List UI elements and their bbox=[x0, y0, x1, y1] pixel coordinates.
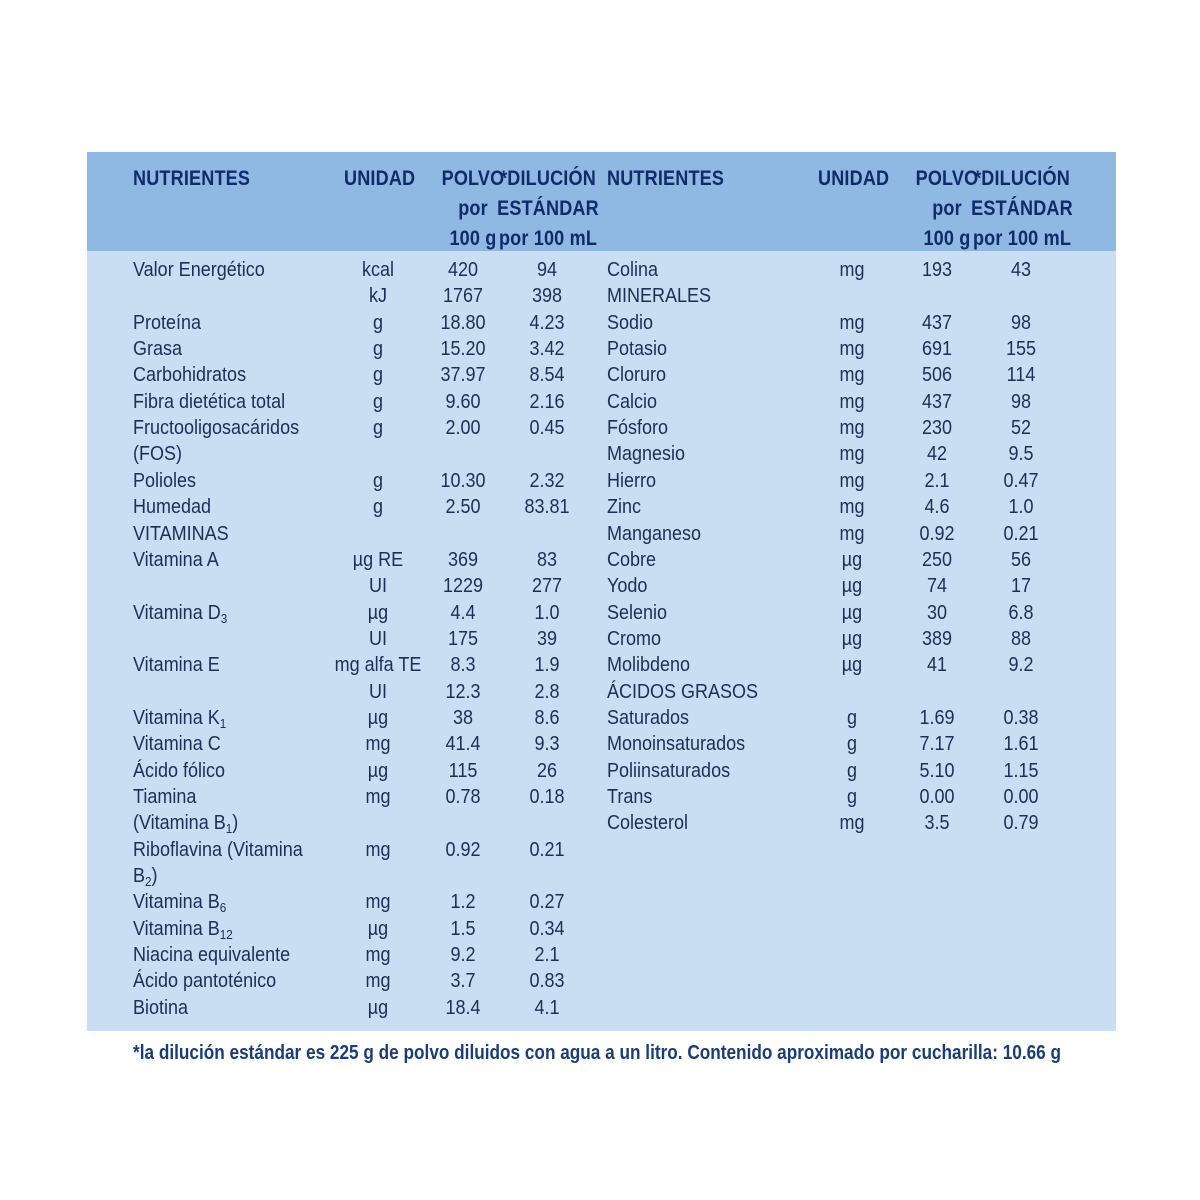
nutrient-name: Saturados bbox=[607, 706, 690, 729]
nutrient-name: Grasa bbox=[133, 338, 183, 361]
polvo-value: 12.3 bbox=[445, 680, 481, 703]
table-row bbox=[561, 441, 1075, 467]
polvo-value: 0.92 bbox=[445, 838, 481, 861]
dilucion-value: 56 bbox=[1010, 548, 1032, 571]
nutrient-name: Riboflavina (Vitamina bbox=[133, 838, 303, 861]
nutrient-name: Vitamina $B_{12}$ bbox=[133, 917, 233, 942]
polvo-value: 0.92 bbox=[919, 522, 955, 545]
table-row bbox=[561, 573, 1075, 599]
nutrient-name: Poliinsaturados bbox=[607, 759, 731, 782]
nutrient-name: Selenio bbox=[607, 601, 668, 624]
nutrient-name: Vitamina $B_6$ bbox=[133, 891, 227, 916]
nutrient-name: Zinc bbox=[607, 496, 642, 519]
dilucion-value: 98 bbox=[1010, 311, 1032, 334]
unit-cell: µg bbox=[367, 996, 389, 1019]
unit-cell: mg alfa TE bbox=[334, 654, 422, 677]
polvo-value: 9.60 bbox=[445, 390, 481, 413]
nutrient-name: Fructooligosacáridos bbox=[133, 417, 300, 440]
polvo-value: 437 bbox=[921, 390, 953, 413]
nutrient-name: Hierro bbox=[607, 469, 657, 492]
dilucion-value: 1.0 bbox=[1008, 496, 1034, 519]
nutrient-name: Vitamina $D_3$ bbox=[133, 601, 228, 626]
table-row bbox=[87, 362, 601, 388]
nutrient-name: Fibra dietética total bbox=[133, 390, 286, 413]
polvo-value: 175 bbox=[447, 627, 479, 650]
table-row bbox=[87, 310, 601, 336]
table-row bbox=[561, 758, 1075, 784]
polvo-value: 691 bbox=[921, 338, 953, 361]
unit-cell: g bbox=[372, 364, 384, 387]
table-row bbox=[87, 731, 601, 757]
table-row bbox=[561, 415, 1075, 441]
dilucion-value: 43 bbox=[1010, 259, 1032, 281]
table-row bbox=[561, 310, 1075, 336]
unit-cell: mg bbox=[365, 891, 391, 914]
polvo-value: 37.97 bbox=[440, 364, 486, 387]
dilucion-value: 8.54 bbox=[529, 364, 565, 387]
header-polvo-left: POLVO por 100 g bbox=[441, 167, 505, 250]
nutrient-name: Valor Energético bbox=[133, 259, 265, 281]
unit-cell: mg bbox=[839, 311, 865, 334]
dilucion-value: 0.34 bbox=[529, 917, 565, 940]
unit-cell: µg bbox=[841, 548, 863, 571]
nutrient-name: Manganeso bbox=[607, 522, 702, 545]
dilucion-value: 94 bbox=[536, 259, 558, 281]
polvo-value: 0.78 bbox=[445, 786, 481, 808]
dilucion-value: 0.27 bbox=[529, 891, 565, 914]
unit-cell: g bbox=[372, 417, 384, 440]
table-row bbox=[561, 362, 1075, 388]
polvo-value: 3.7 bbox=[450, 970, 476, 993]
table-row bbox=[87, 995, 601, 1021]
header-unidad-right: UNIDAD bbox=[818, 167, 890, 190]
table-row bbox=[561, 468, 1075, 494]
nutrient-name: $B_2$) bbox=[133, 865, 158, 890]
nutrient-name: Biotina bbox=[133, 996, 189, 1019]
dilucion-value: 26 bbox=[536, 759, 558, 782]
unit-cell: mg bbox=[839, 417, 865, 440]
table-row bbox=[561, 679, 1075, 705]
table-row bbox=[87, 758, 601, 784]
table-row bbox=[561, 389, 1075, 415]
unit-cell: UI bbox=[369, 627, 387, 650]
nutrient-name: Monoinsaturados bbox=[607, 733, 746, 756]
table-row bbox=[87, 784, 601, 810]
nutrient-name: Sodio bbox=[607, 311, 654, 334]
dilucion-value: 114 bbox=[1006, 364, 1036, 387]
dilucion-value: 83.81 bbox=[524, 496, 570, 519]
table-row bbox=[87, 652, 601, 678]
dilucion-value: 0.45 bbox=[529, 417, 565, 440]
dilution-footnote: *la dilución estándar es 225 g de polvo diluidos con agua a un litro. Contenido aproximado por cucharilla: 10.66 g bbox=[133, 1042, 1062, 1064]
dilucion-value: 52 bbox=[1010, 417, 1032, 440]
nutrient-name: Cloruro bbox=[607, 364, 667, 387]
table-row bbox=[87, 521, 601, 547]
unit-cell: kJ bbox=[369, 285, 387, 308]
dilucion-value: 4.23 bbox=[529, 311, 565, 334]
nutrient-name: Vitamina $K_1$ bbox=[133, 706, 227, 731]
header-polvo-right: POLVO por 100 g bbox=[915, 167, 979, 250]
polvo-value: 115 bbox=[448, 759, 478, 782]
dilucion-value: 1.15 bbox=[1003, 759, 1039, 782]
nutrient-name: Carbohidratos bbox=[133, 364, 247, 387]
polvo-value: 193 bbox=[921, 259, 953, 281]
nutrient-name: Potasio bbox=[607, 338, 668, 361]
unit-cell: µg bbox=[841, 627, 863, 650]
nutrient-name: Proteína bbox=[133, 311, 202, 334]
polvo-value: 1.69 bbox=[919, 706, 955, 729]
dilucion-value: 1.9 bbox=[534, 654, 560, 677]
polvo-value: 5.10 bbox=[919, 759, 955, 782]
dilucion-value: 4.1 bbox=[534, 996, 560, 1019]
dilucion-value: 155 bbox=[1005, 338, 1037, 361]
unit-cell: µg bbox=[367, 601, 389, 624]
table-row bbox=[561, 626, 1075, 652]
table-row bbox=[87, 494, 601, 520]
polvo-value: 10.30 bbox=[440, 469, 486, 492]
unit-cell: g bbox=[846, 786, 858, 808]
nutrient-name: Tiamina bbox=[133, 786, 197, 808]
dilucion-value: 0.21 bbox=[1003, 522, 1039, 545]
table-row bbox=[87, 810, 601, 836]
nutrient-name: Magnesio bbox=[607, 443, 686, 466]
table-row bbox=[87, 705, 601, 731]
table-row bbox=[87, 889, 601, 915]
unit-cell: g bbox=[846, 733, 858, 756]
polvo-value: 0.00 bbox=[919, 786, 955, 808]
dilucion-value: 0.21 bbox=[529, 838, 565, 861]
unit-cell: g bbox=[846, 759, 858, 782]
dilucion-value: 0.47 bbox=[1003, 469, 1039, 492]
polvo-value: 2.00 bbox=[445, 417, 481, 440]
nutrient-name: Calcio bbox=[607, 390, 658, 413]
header-nutrientes-left: NUTRIENTES bbox=[133, 167, 251, 190]
polvo-value: 15.20 bbox=[440, 338, 486, 361]
dilucion-value: 398 bbox=[531, 285, 563, 308]
nutrient-name: Ácido fólico bbox=[133, 759, 226, 782]
polvo-value: 2.1 bbox=[924, 469, 950, 492]
header-dilucion-left: *DILUCIÓN ESTÁNDAR por 100 mL bbox=[497, 167, 599, 250]
dilucion-value: 83 bbox=[536, 548, 558, 571]
table-row bbox=[87, 837, 601, 863]
unit-cell: UI bbox=[369, 680, 387, 703]
table-row bbox=[87, 626, 601, 652]
table-row bbox=[561, 336, 1075, 362]
nutrient-name: Vitamina A bbox=[133, 548, 219, 571]
unit-cell: g bbox=[372, 390, 384, 413]
dilucion-value: 0.00 bbox=[1003, 786, 1039, 808]
polvo-value: 8.3 bbox=[450, 654, 476, 677]
polvo-value: 4.6 bbox=[924, 496, 950, 519]
dilucion-value: 0.83 bbox=[529, 970, 565, 993]
unit-cell: mg bbox=[839, 338, 865, 361]
polvo-value: 437 bbox=[921, 311, 953, 334]
nutrient-name: MINERALES bbox=[607, 285, 712, 308]
table-row bbox=[561, 547, 1075, 573]
unit-cell: µg bbox=[367, 917, 389, 940]
polvo-value: 230 bbox=[921, 417, 953, 440]
polvo-value: 389 bbox=[921, 627, 953, 650]
unit-cell: g bbox=[372, 496, 384, 519]
nutrient-name: ÁCIDOS GRASOS bbox=[607, 680, 759, 703]
header-nutrientes-right: NUTRIENTES bbox=[607, 167, 725, 190]
nutrient-name: Cobre bbox=[607, 548, 657, 571]
dilucion-value: 2.32 bbox=[529, 469, 565, 492]
polvo-value: 250 bbox=[921, 548, 953, 571]
dilucion-value: 9.3 bbox=[534, 733, 560, 756]
unit-cell: mg bbox=[365, 970, 391, 993]
unit-cell: mg bbox=[365, 944, 391, 967]
polvo-value: 18.80 bbox=[440, 311, 486, 334]
polvo-value: 369 bbox=[447, 548, 479, 571]
unit-cell: µg bbox=[367, 706, 389, 729]
polvo-value: 42 bbox=[926, 443, 948, 466]
polvo-value: 1.5 bbox=[450, 917, 476, 940]
dilucion-value: 0.18 bbox=[529, 786, 565, 808]
dilucion-value: 0.38 bbox=[1003, 706, 1039, 729]
polvo-value: 7.17 bbox=[919, 733, 955, 756]
dilucion-value: 0.79 bbox=[1003, 812, 1039, 835]
polvo-value: 1.2 bbox=[450, 891, 476, 914]
nutrient-name: Yodo bbox=[607, 575, 648, 598]
unit-cell: kcal bbox=[361, 259, 395, 281]
polvo-value: 41.4 bbox=[445, 733, 481, 756]
dilucion-value: 2.8 bbox=[534, 680, 560, 703]
unit-cell: mg bbox=[839, 522, 865, 545]
table-row bbox=[87, 968, 601, 994]
unit-cell: UI bbox=[369, 575, 387, 598]
unit-cell: mg bbox=[839, 364, 865, 387]
table-row bbox=[87, 600, 601, 626]
polvo-value: 38 bbox=[452, 706, 474, 729]
table-row bbox=[561, 731, 1075, 757]
unit-cell: mg bbox=[839, 812, 865, 835]
unit-cell: g bbox=[846, 706, 858, 729]
table-row bbox=[561, 810, 1075, 836]
nutrient-name: (Vitamina $B_1$) bbox=[133, 812, 239, 837]
polvo-value: 506 bbox=[921, 364, 953, 387]
table-row bbox=[87, 415, 601, 441]
table-row bbox=[561, 600, 1075, 626]
polvo-value: 18.4 bbox=[445, 996, 481, 1019]
dilucion-value: 1.61 bbox=[1003, 733, 1039, 756]
dilucion-value: 2.1 bbox=[534, 944, 560, 967]
dilucion-value: 9.5 bbox=[1008, 443, 1034, 466]
dilucion-value: 98 bbox=[1010, 390, 1032, 413]
unit-cell: g bbox=[372, 469, 384, 492]
unit-cell: mg bbox=[365, 786, 391, 808]
unit-cell: mg bbox=[839, 259, 865, 281]
polvo-value: 9.2 bbox=[450, 944, 476, 967]
unit-cell: mg bbox=[839, 390, 865, 413]
nutrient-name: Polioles bbox=[133, 469, 197, 492]
nutrient-name: VITAMINAS bbox=[133, 522, 229, 545]
nutrient-name: Molibdeno bbox=[607, 654, 691, 677]
dilucion-value: 17 bbox=[1010, 575, 1032, 598]
table-row bbox=[87, 468, 601, 494]
unit-cell: µg bbox=[841, 654, 863, 677]
nutrition-table bbox=[87, 152, 1116, 1031]
polvo-value: 3.5 bbox=[924, 812, 950, 835]
unit-cell: µg RE bbox=[352, 548, 404, 571]
nutrient-name: Niacina equivalente bbox=[133, 944, 291, 967]
dilucion-value: 277 bbox=[531, 575, 563, 598]
dilucion-value: 8.6 bbox=[534, 706, 560, 729]
unit-cell: µg bbox=[841, 601, 863, 624]
nutrient-name: Vitamina E bbox=[133, 654, 220, 677]
table-row bbox=[561, 521, 1075, 547]
polvo-value: 4.4 bbox=[450, 601, 476, 624]
table-row bbox=[87, 336, 601, 362]
nutrient-name: Ácido pantoténico bbox=[133, 970, 277, 993]
table-row bbox=[561, 652, 1075, 678]
unit-cell: µg bbox=[841, 575, 863, 598]
table-row bbox=[87, 863, 601, 889]
unit-cell: mg bbox=[839, 469, 865, 492]
nutrient-name: (FOS) bbox=[133, 443, 182, 466]
dilucion-value: 88 bbox=[1010, 627, 1032, 650]
dilucion-value: 6.8 bbox=[1008, 601, 1034, 624]
polvo-value: 1229 bbox=[442, 575, 484, 598]
table-row bbox=[561, 705, 1075, 731]
dilucion-value: 9.2 bbox=[1008, 654, 1034, 677]
dilucion-value: 1.0 bbox=[534, 601, 560, 624]
polvo-value: 420 bbox=[447, 259, 479, 281]
unit-cell: mg bbox=[839, 443, 865, 466]
table-row bbox=[561, 784, 1075, 810]
unit-cell: µg bbox=[367, 759, 389, 782]
nutrient-name: Colina bbox=[607, 259, 659, 281]
nutrient-name: Fósforo bbox=[607, 417, 669, 440]
table-row bbox=[87, 679, 601, 705]
table-row bbox=[561, 257, 1075, 283]
table-row bbox=[87, 916, 601, 942]
dilucion-value: 3.42 bbox=[529, 338, 565, 361]
nutrient-name: Colesterol bbox=[607, 812, 689, 835]
table-row bbox=[561, 283, 1075, 309]
dilucion-value: 2.16 bbox=[529, 390, 565, 413]
unit-cell: g bbox=[372, 338, 384, 361]
header-dilucion-right: *DILUCIÓN ESTÁNDAR por 100 mL bbox=[971, 167, 1073, 250]
table-row bbox=[87, 573, 601, 599]
table-row bbox=[561, 494, 1075, 520]
table-row bbox=[87, 547, 601, 573]
unit-cell: mg bbox=[839, 496, 865, 519]
nutrient-name: Humedad bbox=[133, 496, 212, 519]
dilucion-value: 39 bbox=[536, 627, 558, 650]
table-header bbox=[87, 152, 1116, 251]
polvo-value: 30 bbox=[926, 601, 948, 624]
unit-cell: g bbox=[372, 311, 384, 334]
table-row bbox=[87, 942, 601, 968]
nutrient-name: Cromo bbox=[607, 627, 662, 650]
table-row bbox=[87, 441, 601, 467]
polvo-value: 1767 bbox=[442, 285, 484, 308]
header-unidad-left: UNIDAD bbox=[344, 167, 416, 190]
polvo-value: 2.50 bbox=[445, 496, 481, 519]
table-row bbox=[87, 283, 601, 309]
table-row bbox=[87, 389, 601, 415]
polvo-value: 41 bbox=[926, 654, 948, 677]
nutrient-name: Vitamina C bbox=[133, 733, 221, 756]
table-row bbox=[87, 257, 601, 283]
unit-cell: mg bbox=[365, 733, 391, 756]
unit-cell: mg bbox=[365, 838, 391, 861]
polvo-value: 74 bbox=[926, 575, 948, 598]
nutrient-name: Trans bbox=[607, 786, 653, 808]
